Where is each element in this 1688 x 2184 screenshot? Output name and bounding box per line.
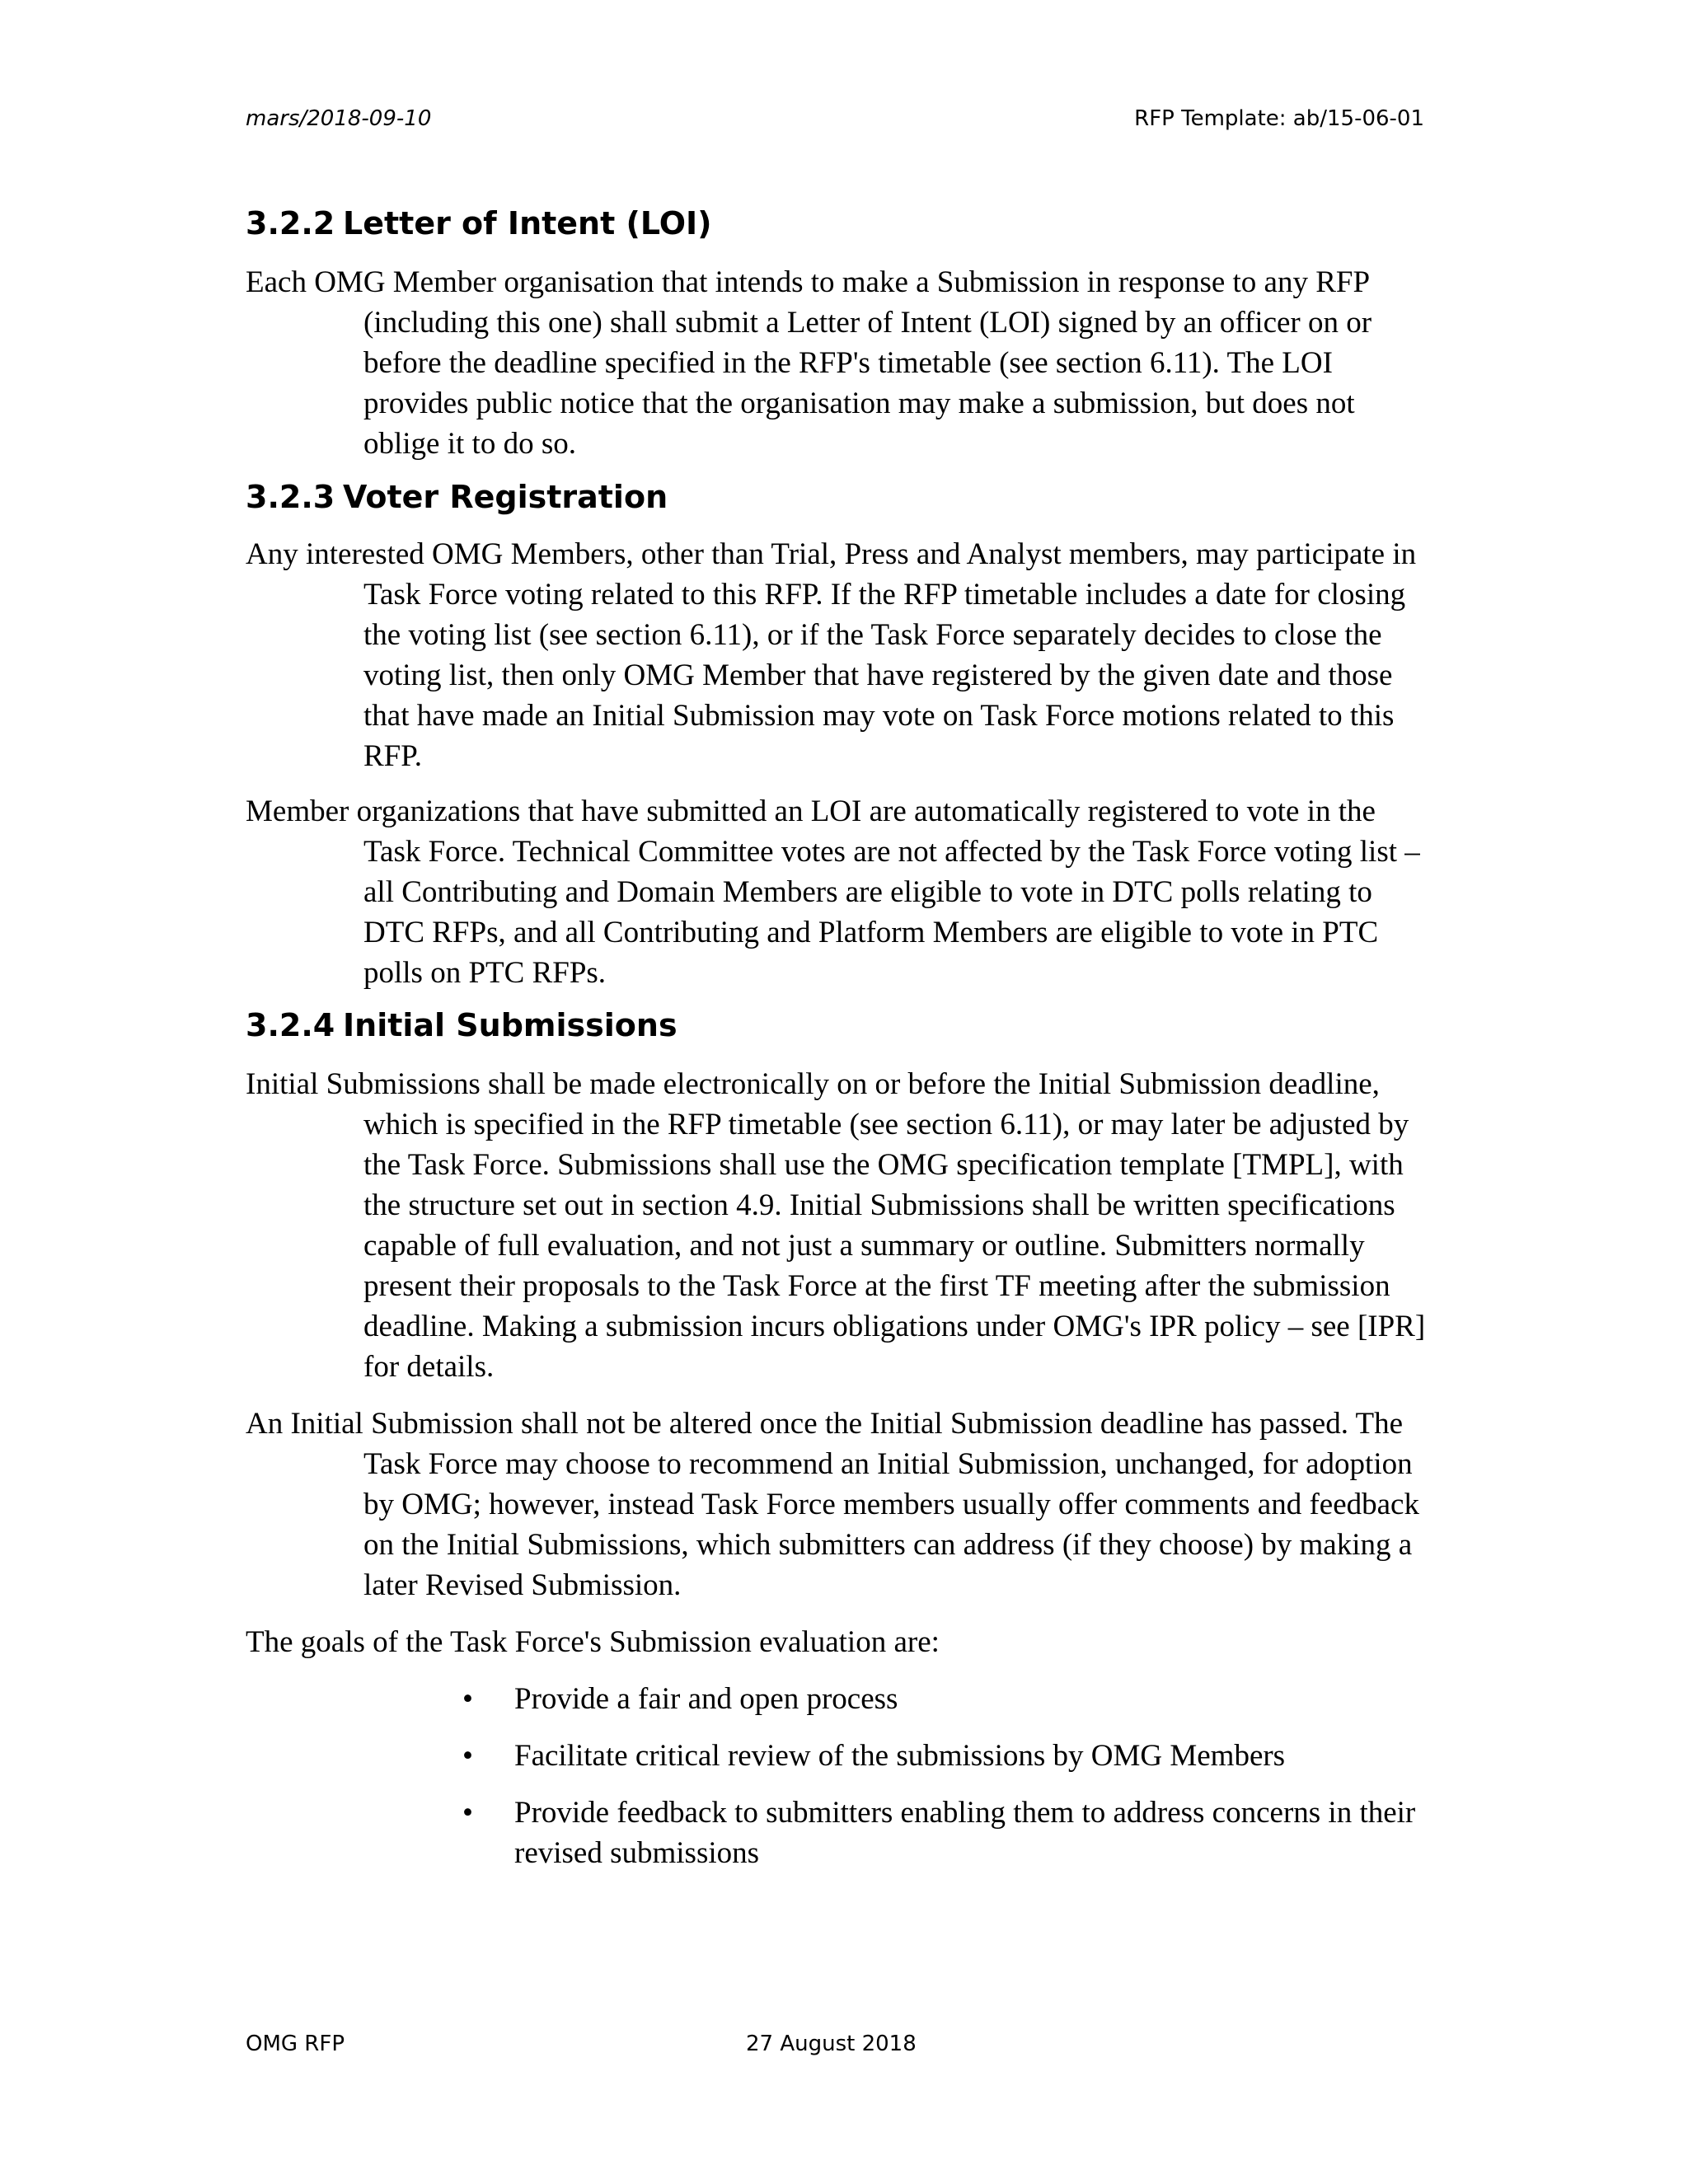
header-template-id: RFP Template: ab/15-06-01 (1134, 106, 1424, 131)
section-heading-3-2-2 (246, 204, 1432, 242)
document-body (246, 204, 1432, 1890)
section-number: 3.2.2 (246, 205, 335, 241)
footer-document-name: OMG RFP (246, 2032, 345, 2056)
list-item-text: Provide a fair and open process (514, 1682, 898, 1716)
paragraph-voter-registration: Any interested OMG Members, other than Trial, Press and Analyst members, may participate in Task Force voting related to this RFP. If the RFP timetable includes a date for closing the voting list (see section 6.11), or if the Task Force separately decides to close the voting list, then only OMG Member that have registered by the given date and those that have made an Initial Submission may vote on Task Force motions related to this RFP. (246, 537, 1417, 773)
list-item (462, 1793, 1432, 1873)
header-document-id: mars/2018-09-10 (246, 106, 432, 131)
section-heading-3-2-4 (246, 1006, 1432, 1044)
paragraph-member-organizations: Member organizations that have submitted an LOI are automatically registered to vote in the Task Force. Technical Committee votes are not affected by the Task Force voting list – all Contributing and Domain Members are eligible to vote in DTC polls relating to DTC RFPs, and all Contributing and Platform Members are eligible to vote in PTC polls on PTC RFPs. (246, 794, 1420, 990)
bullet-icon: • (462, 1796, 473, 1830)
list-item-text: Provide feedback to submitters enabling them to address concerns in their revised submissions (514, 1796, 1416, 1870)
section-heading-3-2-3 (246, 478, 1432, 516)
section-title: Initial Submissions (343, 1007, 678, 1043)
list-item-text: Facilitate critical review of the submissions by OMG Members (514, 1739, 1286, 1773)
section-title: Letter of Intent (LOI) (343, 205, 712, 241)
footer-date: 27 August 2018 (746, 2032, 917, 2056)
paragraph-loi: Each OMG Member organisation that intends to make a Submission in response to any RFP (including this one) shall submit a Letter of Intent (LOI) signed by an officer on or before the deadline specified in the RFP's timetable (see section 6.11). The LOI provides public notice that the organisation may make a submission, but does not oblige it to do so. (246, 265, 1372, 461)
bullet-icon: • (462, 1739, 473, 1773)
section-title: Voter Registration (343, 479, 668, 515)
list-item (462, 1736, 1432, 1776)
goals-list (246, 1679, 1432, 1873)
paragraph-evaluation-goals: The goals of the Task Force's Submission evaluation are: (246, 1625, 940, 1659)
section-number: 3.2.4 (246, 1007, 335, 1043)
paragraph-initial-submissions: Initial Submissions shall be made electronically on or before the Initial Submission deadline, which is specified in the RFP timetable (see section 6.11), or may later be adjusted by the Task Force. Submissions shall use the OMG specification template [TMPL], with the structure set out in section 4.9. Initial Submissions shall be written specifications capable of full evaluation, and not just a summary or outline. Submitters normally present their proposals to the Task Force at the first TF meeting after the submission deadline. Making a submission incurs obligations under OMG's IPR policy – see [IPR] for details. (246, 1067, 1426, 1384)
list-item (462, 1679, 1432, 1719)
paragraph-initial-submission-alteration: An Initial Submission shall not be altered once the Initial Submission deadline has passed. The Task Force may choose to recommend an Initial Submission, unchanged, for adoption by OMG; however, instead Task Force members usually offer comments and feedback on the Initial Submissions, which submitters can address (if they choose) by making a later Revised Submission. (246, 1407, 1419, 1602)
section-number: 3.2.3 (246, 479, 335, 515)
bullet-icon: • (462, 1682, 473, 1716)
